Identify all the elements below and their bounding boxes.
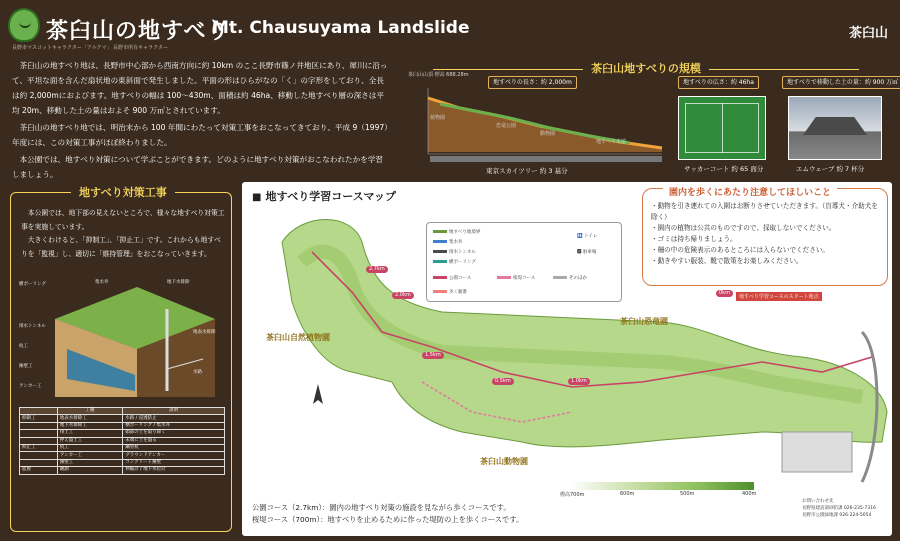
- table-row: [20, 459, 225, 466]
- skytree-label: 東京スカイツリー 約 3 基分: [486, 167, 568, 175]
- scale-title: 茶臼山地すべりの規模: [400, 60, 892, 76]
- legend-swatch: [433, 240, 447, 243]
- table-row: [20, 452, 225, 459]
- table-cell: 地下水排除工: [57, 422, 122, 429]
- north-arrow-icon: [308, 382, 328, 410]
- course-line: 公園コース（2.7km）：園内の地すべり対策の施設を見ながら歩くコースです。: [252, 503, 511, 512]
- legend-swatch: [433, 250, 447, 253]
- table-header-cell: [20, 408, 58, 415]
- legend-swatch: [497, 276, 511, 279]
- legend-item: [433, 249, 476, 255]
- contact-title: お問い合わせ先: [802, 499, 834, 504]
- legend-item: [433, 259, 476, 265]
- diagram-label: 地表水排除: [193, 330, 216, 335]
- table-cell: 観測: [57, 467, 122, 474]
- legend-swatch: [433, 290, 447, 293]
- legend-item: [433, 275, 471, 281]
- table-cell: [20, 437, 58, 444]
- header: [0, 0, 900, 56]
- table-header: [20, 408, 225, 415]
- table-row: [20, 415, 225, 422]
- page-title-en: Mt. Chausuyama Landslide: [212, 18, 470, 38]
- logo: 茶臼山: [848, 26, 888, 41]
- caution-item: ・ゴミは持ち帰りましょう。: [651, 235, 737, 243]
- caution-item: ・園内の植物は公共のものですので、採取しないでください。: [651, 224, 836, 232]
- table-cell: 水路 / 浸透防止: [123, 415, 225, 422]
- intro-paragraph: 本公園では、地すべり対策について学ぶことができます。どのように地すべり対策がおこなわれたかを学習しましょう。: [12, 155, 384, 179]
- page-title: 茶臼山の地すべり: [46, 19, 230, 44]
- elevation-label: 600m: [620, 491, 635, 497]
- legend-label: 桜堤コース: [513, 276, 536, 281]
- table-cell: 擁壁工: [57, 459, 122, 466]
- section-label: 地すべり末端: [596, 139, 626, 145]
- caution-panel: [642, 188, 888, 286]
- table-cell: 地表水排除工: [57, 415, 122, 422]
- legend-item: [497, 275, 535, 281]
- table-cell: コンクリート擁壁: [123, 459, 225, 466]
- badge-length: 地すべりの長さ：約 2,000m: [488, 76, 577, 89]
- table-cell: 末端に土を盛る: [123, 437, 225, 444]
- works-title: 地すべり対策工事: [71, 184, 175, 200]
- intro-paragraph: 茶臼山の地すべり地は、長野市中心部から西南方向に約 10km のここ長野市篠ノ井地区にあり、犀川に沿って、平坦な面を含んだ扇状地の東斜面で発生しました。平面の形はひらがなの「く」の字形をしており、全長は約 2,000mにおよびます。地すべりの幅は 100～430m、面積は約 46ha、移動した地すべり層の深さは平均 20m、移動した土の量はおよそ 900 万㎥とされています。: [12, 61, 388, 115]
- legend-label: 歩く順番: [449, 290, 467, 295]
- legend-item: [577, 233, 597, 239]
- works-panel: [10, 186, 232, 532]
- table-row: [20, 437, 225, 444]
- section-label: 植物園: [430, 115, 446, 121]
- parking-lot: [782, 432, 852, 472]
- legend-label: 地すべり地境界: [449, 230, 481, 235]
- scale-panel: [400, 58, 899, 180]
- soccer-field-image: [678, 96, 766, 160]
- caution-item: ・動きやすい服装、靴で散策をお楽しみください。: [651, 257, 803, 265]
- legend-item: [433, 229, 480, 235]
- diagram-label: 横ボーリング: [19, 282, 46, 287]
- elevation-label: 標高700m: [560, 492, 585, 498]
- legend-swatch: [433, 230, 447, 233]
- table-cell: 監視: [20, 467, 58, 474]
- elevation-gradient: [570, 482, 754, 490]
- table-cell: 横ボーリング / 集水井: [123, 422, 225, 429]
- summit-label: 茶臼山山頂 標高 688.28m: [408, 72, 469, 78]
- map-panel: [242, 182, 892, 536]
- diagram-label: 水路: [193, 370, 202, 375]
- distance-tag: 1.0km: [568, 378, 590, 385]
- mascot-icon: [8, 8, 40, 42]
- legend-label: 排水トンネル: [449, 250, 476, 255]
- map-legend: [426, 222, 622, 302]
- table-row: [20, 467, 225, 474]
- toilet-icon: 🚻: [577, 234, 585, 239]
- section-label: 動物園: [540, 131, 556, 137]
- badge-area: 地すべりの広さ：約 46ha: [678, 76, 759, 89]
- legend-label: 公園コース: [449, 276, 472, 281]
- table-row: [20, 444, 225, 451]
- soccer-label: サッカーコート 約 65 面分: [684, 165, 764, 173]
- place-zoo[interactable]: 茶臼山動物園: [480, 457, 528, 466]
- works-paragraph: 本公園では、地下部の見えないところで、様々な地すべり対策工事を実施しています。: [21, 209, 225, 231]
- intro-paragraph: 茶臼山の地すべり地では、明治末から 100 年間にわたって対策工事をおこなってきており、平成 9（1997）年度には、この対策工事がほぼ終わりました。: [12, 123, 389, 147]
- distance-tag: 2.7km: [366, 266, 388, 273]
- table-row: [20, 422, 225, 429]
- works-table: [19, 407, 225, 475]
- place-botanical[interactable]: 茶臼山自然植物園: [266, 333, 330, 342]
- mascot-credit: 長野市マスコットキャラクター「アルクマ」 長野市所有キャラクター: [12, 45, 168, 51]
- contact-line: 長野県建設部砂防課 026-235-7316: [802, 506, 876, 511]
- table-cell: 頭部の土を取り除く: [123, 430, 225, 437]
- table-cell: [20, 452, 58, 459]
- parking-icon: 🅿: [577, 250, 583, 255]
- legend-item: [433, 289, 467, 295]
- legend-swatch: [433, 260, 447, 263]
- table-cell: [20, 430, 58, 437]
- legend-item: [433, 239, 463, 245]
- course-start-label: 地すべり学習コースのスタート地点: [736, 292, 822, 301]
- works-text: [21, 207, 225, 261]
- section-label: 恐竜公園: [496, 123, 517, 129]
- diagram-label: 杭工: [19, 344, 28, 349]
- table-cell: 抑制工: [20, 415, 58, 422]
- legend-label: 横ボーリング: [449, 260, 476, 265]
- countermeasure-diagram: [17, 279, 227, 405]
- diagram-label: アンカー工: [19, 384, 42, 389]
- skytree-ref-bar: [430, 156, 662, 162]
- legend-swatch: [553, 276, 567, 279]
- caution-item: ・動物を引き連れての入園はお断りさせていただきます。（盲導犬・介助犬を除く）: [651, 202, 878, 221]
- legend-label: トイレ: [584, 234, 598, 239]
- table-cell: 押え盛土工: [57, 437, 122, 444]
- caution-item: ・柵の中の危険表示のあるところには入らないでください。: [651, 246, 830, 254]
- table-cell: [20, 459, 58, 466]
- contact-info: [802, 498, 876, 519]
- place-dinosaur[interactable]: 茶臼山恐竜園: [620, 317, 668, 326]
- intro-text: [12, 58, 390, 184]
- mwave-image: [788, 96, 882, 160]
- diagram-label: 集水井: [95, 280, 109, 285]
- legend-label: 駐車場: [582, 250, 597, 255]
- course-line: 桜堤コース（700m）：地すべりを止めるために作った堤防の上を歩くコースです。: [252, 515, 524, 524]
- table-cell: 伸縮計 / 地下水位計: [123, 467, 225, 474]
- diagram-label: 地下水排除: [167, 280, 190, 285]
- caution-title: 園内を歩くにあたり注意してほしいこと: [663, 188, 837, 199]
- badge-volume: 地すべりで移動した土の量：約 900 万㎥: [782, 76, 900, 89]
- legend-label: そのほか: [569, 276, 587, 281]
- table-header-cell: 工種: [57, 408, 122, 415]
- diagram-illustration: [17, 279, 227, 405]
- contact-line: 長野市公園緑地課 026-224-5054: [802, 513, 872, 518]
- course-description: [252, 502, 523, 526]
- legend-swatch: [433, 276, 447, 279]
- elevation-label: 500m: [680, 491, 695, 497]
- table-cell: 杭工: [57, 444, 122, 451]
- works-paragraph: 大きくわけると、「抑制工」、「抑止工」です。これからも地すべりを「監視」し、適切に「維持管理」をおこなっていきます。: [21, 236, 221, 258]
- diagram-label: 排水トンネル: [19, 324, 46, 329]
- distance-tag: 2.0km: [392, 292, 414, 299]
- table-cell: グラウンドアンカー: [123, 452, 225, 459]
- distance-tag: 0.5km: [492, 378, 514, 385]
- table-cell: 排土工: [57, 430, 122, 437]
- map-title: ■ 地すべり学習コースマップ: [252, 188, 396, 204]
- table-row: [20, 430, 225, 437]
- table-cell: アンカー工: [57, 452, 122, 459]
- table-header-cell: 説明: [123, 408, 225, 415]
- distance-tag: 1.5km: [422, 352, 444, 359]
- legend-item: [553, 275, 587, 281]
- elevation-label: 400m: [742, 491, 757, 497]
- mwave-label: エムウェーブ 約 7 杯分: [796, 165, 865, 173]
- legend-label: 集水井: [449, 240, 463, 245]
- distance-tag: 0km: [716, 290, 733, 297]
- diagram-label: 擁壁工: [19, 364, 33, 369]
- table-cell: 抑止工: [20, 444, 58, 451]
- legend-item: [577, 249, 596, 255]
- table-cell: [20, 422, 58, 429]
- table-cell: 鋼管杭: [123, 444, 225, 451]
